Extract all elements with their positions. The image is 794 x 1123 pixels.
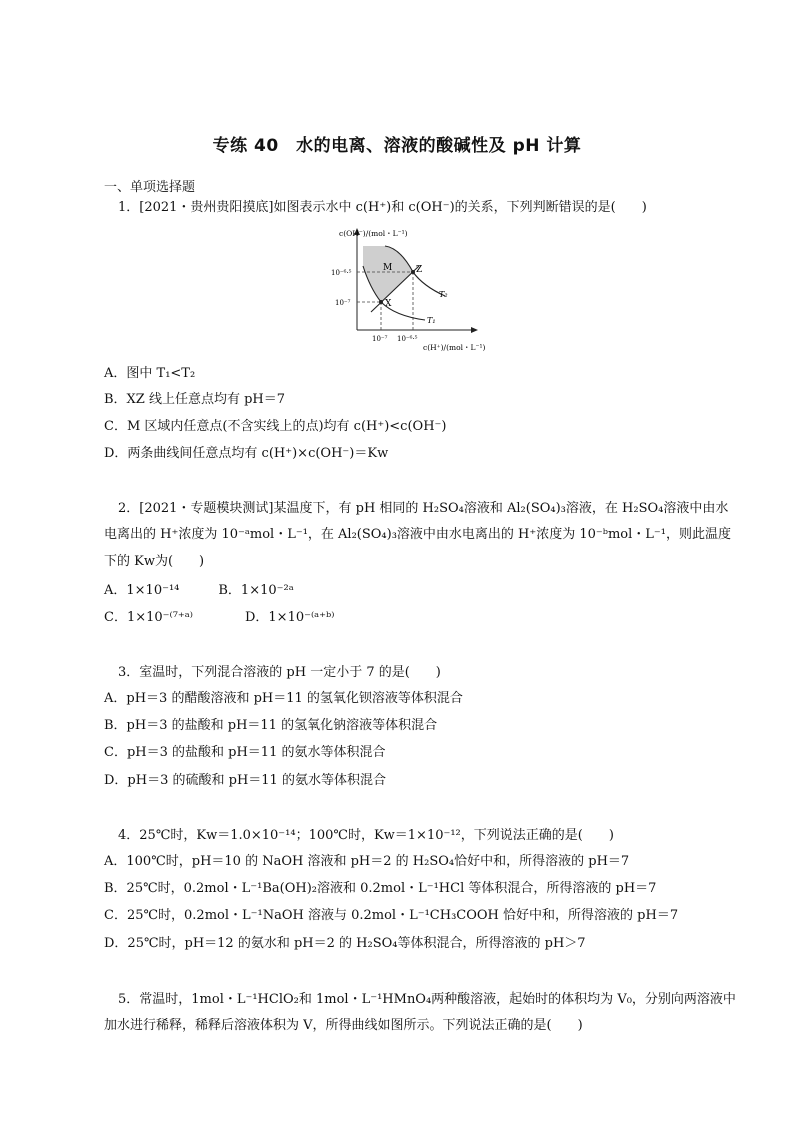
q1-option-d: D．两条曲线间任意点均有 c(H⁺)×c(OH⁻)＝Kw	[104, 446, 389, 461]
point-label-z: Z	[416, 265, 423, 275]
q4-option-c: C．25℃时，0.2mol・L⁻¹NaOH 溶液与 0.2mol・L⁻¹CH₃COOH 恰好中和，所得溶液的 pH＝7	[104, 908, 679, 923]
q2-stem-line1: 2．[2021・专题模块测试]某温度下，有 pH 相同的 H₂SO₄溶液和 Al₂(SO₄)₃溶液，在 H₂SO₄溶液中由水	[118, 501, 729, 516]
q1-option-b: B．XZ 线上任意点均有 pH＝7	[104, 392, 286, 407]
q1-option-a: A．图中 T₁<T₂	[104, 366, 196, 381]
q4-option-b: B．25℃时，0.2mol・L⁻¹Ba(OH)₂溶液和 0.2mol・L⁻¹HCl 等体积混合，所得溶液的 pH＝7	[104, 881, 657, 896]
q4-stem: 4．25℃时，Kw＝1.0×10⁻¹⁴；100℃时，Kw＝1×10⁻¹²，下列说法正确的是( )	[118, 828, 614, 843]
q3-option-b: B．pH＝3 的盐酸和 pH＝11 的氢氧化钠溶液等体积混合	[104, 718, 438, 733]
curve-label-t1: T₁	[427, 316, 436, 325]
q1-option-c: C．M 区域内任意点(不含实线上的点)均有 c(H⁺)<c(OH⁻)	[104, 419, 447, 434]
x-tick-label: 10⁻⁶·⁵	[397, 335, 418, 343]
region-m	[363, 246, 413, 302]
point-x	[379, 300, 383, 304]
point-z	[411, 270, 415, 274]
q4-option-a: A．100℃时，pH＝10 的 NaOH 溶液和 pH＝2 的 H₂SO₄恰好中和，所得溶液的 pH＝7	[104, 854, 630, 869]
point-label-x: X	[385, 299, 392, 309]
q2-options-row1: A．1×10⁻¹⁴ B．1×10⁻²ᵃ	[104, 583, 294, 598]
curve-label-t2: T₂	[439, 290, 448, 299]
q5-stem-line2: 加水进行稀释，稀释后溶液体积为 V，所得曲线如图所示。下列说法正确的是( )	[104, 1018, 583, 1033]
q1-figure	[325, 226, 495, 356]
point-label-m: M	[383, 263, 393, 273]
section-heading: 一、单项选择题	[104, 180, 196, 195]
x-axis-label: c(H⁺)/(mol・L⁻¹)	[423, 343, 486, 352]
q2-stem-line3: 下的 Kw为( )	[104, 554, 205, 569]
q5-stem-line1: 5．常温时，1mol・L⁻¹HClO₂和 1mol・L⁻¹HMnO₄两种酸溶液，起始时的体积均为 V₀，分别向两溶液中	[118, 992, 736, 1007]
page-title: 专练 40 水的电离、溶液的酸碱性及 pH 计算	[212, 136, 582, 156]
x-axis-arrow	[471, 327, 478, 333]
x-tick-label: 10⁻⁷	[372, 335, 388, 343]
y-tick-label: 10⁻⁷	[335, 299, 351, 307]
q2-stem-line2: 电离出的 H⁺浓度为 10⁻ᵃmol・L⁻¹，在 Al₂(SO₄)₃溶液中由水电离出的 H⁺浓度为 10⁻ᵇmol・L⁻¹，则此温度	[104, 527, 732, 542]
q3-option-c: C．pH＝3 的盐酸和 pH＝11 的氨水等体积混合	[104, 745, 386, 760]
q2-options-row2: C．1×10⁻⁽⁷⁺ᵃ⁾ D．1×10⁻⁽ᵃ⁺ᵇ⁾	[104, 610, 335, 625]
y-axis-label: c(OH⁻)/(mol・L⁻¹)	[339, 229, 408, 238]
q3-stem: 3．室温时，下列混合溶液的 pH 一定小于 7 的是( )	[118, 665, 441, 680]
q3-option-a: A．pH＝3 的醋酸溶液和 pH＝11 的氢氧化钡溶液等体积混合	[104, 691, 463, 706]
q1-stem: 1．[2021・贵州贵阳摸底]如图表示水中 c(H⁺)和 c(OH⁻)的关系，下列判断错误的是( )	[118, 200, 647, 215]
q3-option-d: D．pH＝3 的硫酸和 pH＝11 的氨水等体积混合	[104, 773, 386, 788]
y-tick-label: 10⁻⁶·⁵	[331, 269, 352, 277]
q4-option-d: D．25℃时，pH＝12 的氨水和 pH＝2 的 H₂SO₄等体积混合，所得溶液的 pH＞7	[104, 936, 586, 951]
